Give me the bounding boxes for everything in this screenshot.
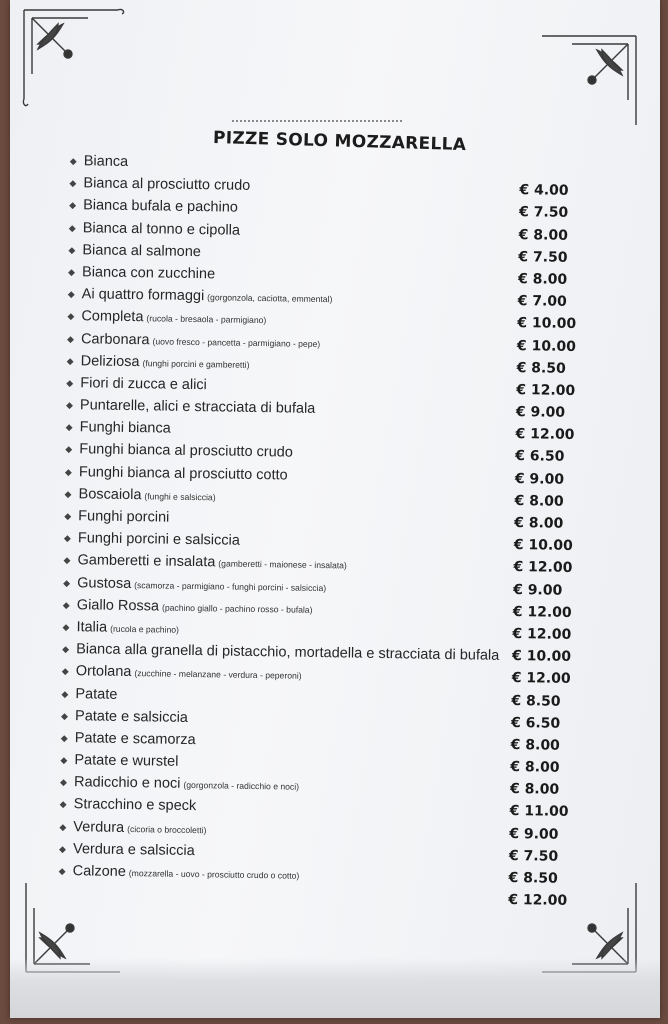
menu-page [10, 0, 660, 1018]
item-name [79, 416, 170, 440]
item-name-text: Deliziosa [80, 352, 140, 370]
bullet-icon: ◆ [59, 777, 68, 788]
bullet-icon: ◆ [67, 311, 75, 322]
bullet-icon: ◆ [62, 644, 70, 655]
bullet-icon: ◆ [66, 355, 74, 366]
item-price: € 12.00 [515, 426, 575, 444]
item-name-text: Gamberetti e insalata [77, 552, 216, 571]
item-price: € 12.00 [513, 559, 573, 577]
item-price: € 9.00 [515, 404, 566, 421]
bullet-icon: ◆ [69, 156, 77, 167]
item-price: € 8.00 [509, 781, 560, 799]
item-price: € 9.00 [513, 581, 563, 599]
corner-ornament-top-right [532, 30, 642, 140]
title-divider [232, 120, 402, 122]
item-price: € 7.50 [518, 248, 568, 266]
bullet-icon: ◆ [58, 865, 66, 877]
item-name-text: Giallo Rossa [76, 596, 160, 615]
bullet-icon: ◆ [68, 244, 76, 255]
bullet-icon: ◆ [64, 488, 72, 499]
menu-title: PIZZE SOLO MOZZARELLA [213, 128, 467, 156]
item-name [82, 261, 215, 285]
item-name [82, 239, 201, 263]
item-name-text: Radicchio e noci [73, 774, 181, 793]
item-description: (gorgonzola, caciotta, emmental) [207, 292, 333, 305]
item-name-text: Patate e wurstel [74, 752, 179, 770]
item-name-text: Ai quattro formaggi [81, 286, 205, 305]
item-price: € 7.50 [518, 204, 569, 222]
bullet-icon: ◆ [68, 222, 76, 233]
item-name-text: Funghi porcini e salsiccia [77, 530, 241, 549]
bullet-icon: ◆ [66, 333, 75, 344]
bullet-icon: ◆ [68, 266, 76, 278]
bullet-icon: ◆ [61, 710, 69, 721]
item-name-text: Patate e scamorza [74, 730, 196, 748]
item-price: € 10.00 [516, 337, 577, 355]
item-name [73, 838, 195, 862]
bullet-icon: ◆ [69, 200, 77, 211]
item-name-text: Bianca alla granella di pistacchio, mortadella e stracciata di bufala [76, 641, 500, 664]
item-name [78, 527, 240, 552]
bullet-icon: ◆ [64, 510, 72, 522]
item-price: € 10.00 [517, 315, 577, 333]
item-price: € 8.50 [516, 359, 566, 377]
item-price: € 12.00 [508, 892, 568, 910]
item-price: € 8.00 [514, 515, 564, 532]
item-price: € 9.00 [509, 825, 559, 843]
item-name-text: Calzone [72, 863, 126, 880]
item-name [74, 749, 178, 773]
item-name [79, 461, 288, 486]
item-price: € 6.50 [515, 448, 565, 466]
bullet-icon: ◆ [67, 289, 75, 300]
item-name [83, 217, 241, 242]
item-name-text: Boscaiola [78, 486, 142, 504]
item-description: (mozzarella - uovo - prosciutto crudo o cotto) [128, 868, 300, 881]
item-name-text: Bianca bufala e pachino [83, 197, 239, 217]
item-name [75, 705, 188, 729]
item-price: € 12.00 [512, 625, 572, 643]
item-price: € 8.50 [511, 692, 561, 710]
bullet-icon: ◆ [69, 178, 77, 189]
bullet-icon: ◆ [62, 599, 70, 610]
item-name [76, 616, 179, 641]
bullet-icon: ◆ [63, 555, 71, 566]
item-description: (gorgonzola - radicchio e noci) [183, 780, 300, 792]
bullet-icon: ◆ [64, 466, 72, 477]
bullet-icon: ◆ [61, 688, 69, 699]
bullet-icon: ◆ [66, 377, 74, 388]
item-name [75, 683, 117, 706]
item-name-text: Bianca [83, 153, 129, 170]
bullet-icon: ◆ [65, 444, 73, 455]
item-price: € 12.00 [512, 603, 572, 621]
item-name-text: Funghi porcini [78, 508, 170, 526]
item-price: € 9.00 [514, 470, 565, 488]
item-name-text: Puntarelle, alici e stracciata di bufala [79, 397, 316, 417]
item-description: (funghi e salsiccia) [144, 491, 216, 503]
title-block [210, 120, 470, 156]
item-description: (rucola - bresaola - parmigiano) [146, 313, 267, 326]
bullet-icon: ◆ [59, 821, 67, 832]
item-name-text: Verdura e salsiccia [72, 840, 195, 859]
bullet-icon: ◆ [62, 621, 70, 633]
item-name-text: Italia [76, 619, 108, 636]
item-price: € 11.00 [509, 803, 569, 821]
item-description: (scamorza - parmigiano - funghi porcini - salsiccia) [134, 579, 327, 593]
item-name-text: Patate e salsiccia [74, 707, 189, 726]
item-description: (rucola e pachino) [110, 623, 179, 635]
item-name-text: Verdura [73, 818, 125, 836]
menu-list [56, 150, 588, 912]
item-price: € 12.00 [511, 670, 571, 688]
item-name-text: Ortolana [75, 663, 132, 681]
item-name-text: Patate [75, 685, 118, 703]
item-name-text: Gustosa [77, 574, 132, 592]
item-description: (funghi porcini e gamberetti) [142, 357, 250, 370]
item-price: € 7.50 [508, 847, 559, 865]
item-name-text: Bianca con zucchine [81, 264, 216, 283]
item-name [74, 794, 197, 818]
item-price: € 12.00 [516, 381, 576, 399]
item-description: (pachino giallo - pachino rosso - bufala) [161, 602, 313, 615]
item-description: (uovo fresco - pancetta - parmigiano - pepe) [152, 335, 321, 349]
item-price: € 8.00 [510, 759, 560, 776]
item-name-text: Bianca al prosciutto crudo [83, 175, 251, 195]
item-name-text: Completa [81, 308, 144, 326]
corner-ornament-top-left [18, 4, 128, 114]
item-name [83, 172, 250, 197]
item-price: € 8.00 [510, 736, 561, 754]
item-name [83, 195, 238, 220]
item-name [78, 505, 169, 529]
item-name [73, 816, 206, 841]
item-price: € 8.00 [514, 492, 564, 510]
bullet-icon: ◆ [58, 843, 67, 854]
item-price: € 6.50 [510, 714, 561, 732]
item-price: € 8.50 [508, 870, 558, 887]
item-name [80, 372, 207, 396]
item-description: (gamberetti - maionese - insalata) [218, 558, 347, 571]
bullet-icon: ◆ [65, 422, 73, 433]
item-name-text: Funghi bianca al prosciutto cotto [78, 463, 288, 484]
item-price: € 8.00 [518, 226, 569, 244]
item-price: € 4.00 [519, 182, 569, 200]
item-description: (cicoria o broccoletti) [127, 823, 207, 835]
item-name-text: Fiori di zucca e alici [80, 375, 207, 394]
item-price: € 8.00 [517, 271, 568, 288]
item-name-text: Funghi bianca al prosciutto crudo [79, 441, 294, 462]
bullet-icon: ◆ [60, 755, 68, 766]
bullet-icon: ◆ [63, 577, 71, 588]
bullet-icon: ◆ [61, 666, 69, 677]
item-name-text: Bianca al tonno e cipolla [82, 219, 241, 239]
sleeve-edge [10, 958, 660, 1018]
item-price: € 10.00 [513, 537, 573, 555]
bullet-icon: ◆ [60, 732, 68, 743]
bullet-icon: ◆ [63, 533, 71, 544]
item-price: € 10.00 [511, 648, 572, 666]
item-name-text: Bianca al salmone [82, 241, 202, 260]
item-name [75, 727, 196, 751]
bullet-icon: ◆ [59, 799, 67, 810]
item-price: € 7.00 [517, 293, 567, 310]
bullet-icon: ◆ [65, 400, 73, 411]
item-name [84, 150, 129, 173]
item-name-text: Funghi bianca [79, 419, 171, 437]
item-name-text: Stracchino e speck [73, 796, 197, 815]
item-description: (zucchine - melanzane - verdura - peperoni) [134, 668, 302, 682]
item-name-text: Carbonara [80, 330, 150, 348]
